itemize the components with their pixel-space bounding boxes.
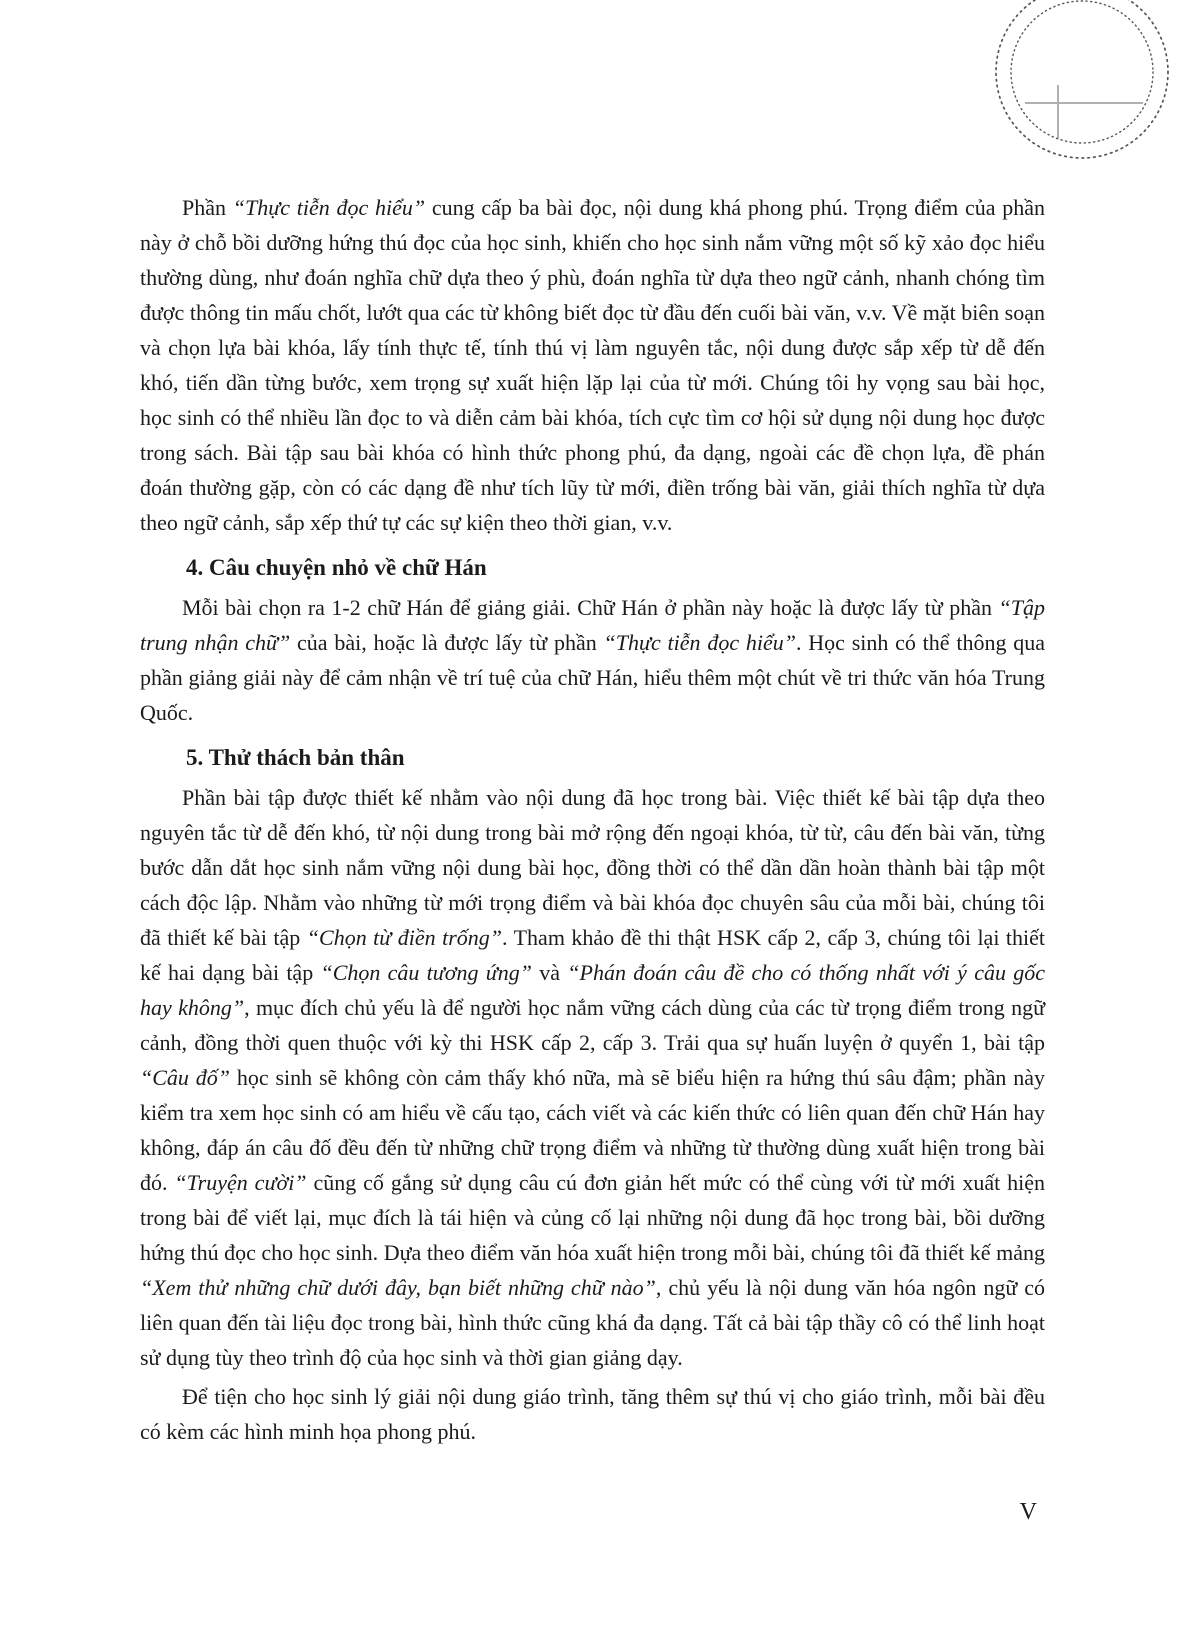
paragraph-text: , mục đích chủ yếu là để người học nắm vững cách dùng của các từ trọng điểm trong ngữ cảnh, đồng thời quen thuộc với kỳ thi HSK cấp 2, cấp 3. Trải qua sự huấn luyện ở quyển 1, bài tập — [140, 995, 1046, 1055]
paragraph-text: cũng cố gắng sử dụng câu cú đơn giản hết mức có thể cùng với từ mới xuất hiện trong bài để viết lại, mục đích là tái hiện và củng cố lại những nội dung đã học trong bài, bồi dưỡng hứng thú đọc cho học sinh. Dựa theo điểm văn hóa xuất hiện trong mỗi bài, chúng tôi đã thiết kế mảng — [140, 1170, 1046, 1265]
paragraph-text: , chủ yếu là nội dung văn hóa ngôn ngữ có liên quan đến tài liệu đọc trong bài, hình thức cũng khá đa dạng. Tất cả bài tập thầy cô có thể linh hoạt sử dụng tùy theo trình độ của học sinh và thời gian giảng dạy. — [140, 1275, 1045, 1370]
italic-phrase: “Phán đoán câu đề cho có thống nhất với ý câu gốc hay không” — [140, 960, 1045, 1020]
paragraph-text: của bài, hoặc là được lấy từ phần — [290, 630, 604, 655]
paragraph-text: Phần bài tập được thiết kế nhằm vào nội dung đã học trong bài. Việc thiết kế bài tập dựa theo nguyên tắc từ dễ đến khó, từ nội dung trong bài mở rộng đến ngoại khóa, từ từ, câu đến bài văn, từng bước dẫn dắt học sinh nắm vững nội dung bài học, đồng thời có thể dần dần hoàn thành bài tập một cách độc lập. Nhằm vào những từ mới trọng điểm và bài khóa đọc chuyên sâu của mỗi bài, chúng tôi đã thiết kế bài tập — [140, 785, 1045, 950]
paragraph-text: học sinh sẽ không còn cảm thấy khó nữa, mà sẽ biểu hiện ra hứng thú sâu đậm; phần này kiểm tra xem học sinh có am hiểu về cấu tạo, cách viết và các kiến thức có liên quan đến chữ Hán hay không, đáp án câu đố đều đến từ những chữ trọng điểm và những từ thường dùng xuất hiện trong bài đó. — [140, 1065, 1045, 1195]
paragraph-exercises — [140, 780, 1045, 1375]
paragraph-illustrations: Để tiện cho học sinh lý giải nội dung giáo trình, tăng thêm sự thú vị cho giáo trình, mỗi bài đều có kèm các hình minh họa phong phú. — [140, 1384, 1045, 1444]
italic-phrase: “Thực tiễn đọc hiểu” — [232, 195, 426, 220]
section-heading-4: 4. Câu chuyện nhỏ về chữ Hán — [186, 555, 487, 580]
page-body-text — [140, 190, 1045, 1449]
paragraph-text: cung cấp ba bài đọc, nội dung khá phong phú. Trọng điểm của phần này ở chỗ bồi dưỡng hứng thú đọc của học sinh, khiến cho học sinh nắm vững một số kỹ xảo đọc hiểu thường dùng, như đoán nghĩa chữ dựa theo ý phù, đoán nghĩa từ dựa theo ngữ cảnh, nhanh chóng tìm được thông tin mấu chốt, lướt qua các từ không biết đọc từ đầu đến cuối bài văn, v.v. Về mặt biên soạn và chọn lựa bài khóa, lấy tính thực tế, tính thú vị làm nguyên tắc, nội dung được sắp xếp từ dễ đến khó, tiến dần từng bước, xem trọng sự xuất hiện lặp lại của từ mới. Chúng tôi hy vọng sau bài học, học sinh có thể nhiều lần đọc to và diễn cảm bài khóa, tích cực tìm cơ hội sử dụng nội dung học được trong sách. Bài tập sau bài khóa có hình thức phong phú, đa dạng, ngoài các đề chọn lựa, đề phán đoán thường gặp, còn có các dạng đề như tích lũy từ mới, điền trống bài văn, giải thích nghĩa từ dựa theo ngữ cảnh, sắp xếp thứ tự các sự kiện theo thời gian, v.v. — [140, 195, 1045, 535]
page-number: V — [1019, 1499, 1037, 1525]
paragraph-text: Phần — [182, 195, 233, 220]
italic-phrase: “Xem thử những chữ dưới đây, bạn biết những chữ nào” — [140, 1275, 656, 1300]
paragraph-text: . Tham khảo đề thi thật HSK cấp 2, cấp 3, chúng tôi lại thiết kế hai dạng bài tập — [140, 925, 1046, 985]
section-heading-5: 5. Thử thách bản thân — [186, 745, 405, 770]
italic-phrase: “Thực tiễn đọc hiểu” — [603, 630, 796, 655]
paragraph-reading-practice — [140, 190, 1045, 540]
italic-phrase: “Truyện cười” — [174, 1170, 307, 1195]
paragraph-text: . Học sinh có thể thông qua phần giảng giải này để cảm nhận về trí tuệ của chữ Hán, hiểu thêm một chút về tri thức văn hóa Trung Quốc. — [140, 630, 1045, 725]
paragraph-text: Mỗi bài chọn ra 1-2 chữ Hán để giảng giải. Chữ Hán ở phần này hoặc là được lấy từ phần — [182, 595, 999, 620]
italic-phrase: “Chọn từ điền trống” — [306, 925, 503, 950]
italic-phrase: “Chọn câu tương ứng” — [320, 960, 532, 985]
paragraph-hanzi-story — [140, 590, 1045, 730]
italic-phrase: “Câu đố” — [140, 1065, 230, 1090]
registration-mark-icon — [952, 0, 1200, 170]
italic-phrase: “Tập trung nhận chữ” — [140, 595, 1045, 655]
paragraph-text: và — [532, 960, 568, 985]
